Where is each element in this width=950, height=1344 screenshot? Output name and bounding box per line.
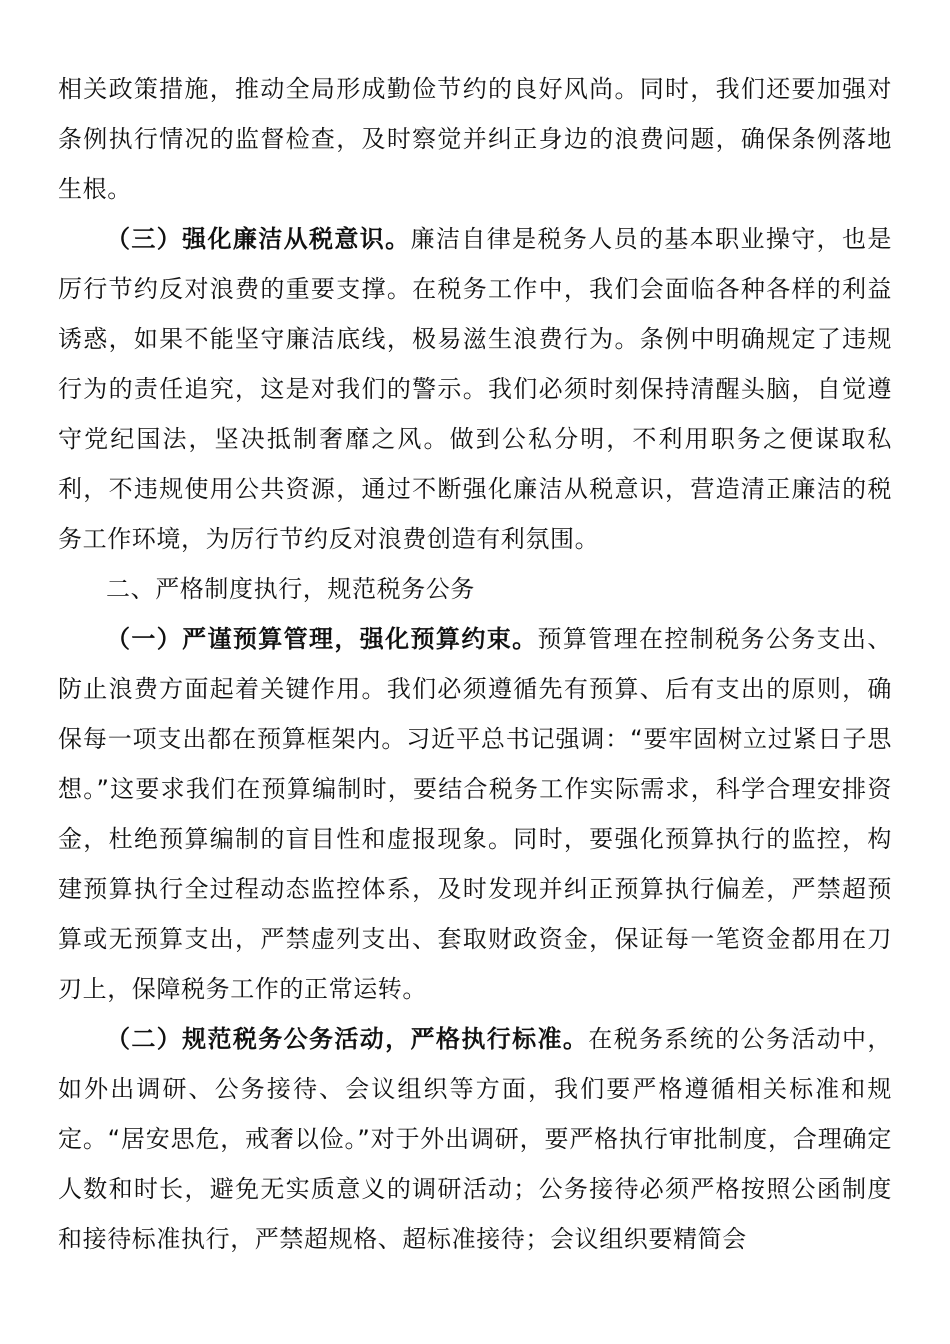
paragraph-official-activities xyxy=(58,1014,892,1264)
section-heading: 二、严格制度执行，规范税务公务 xyxy=(106,575,475,603)
paragraph-text: 廉洁自律是税务人员的基本职业操守，也是厉行节约反对浪费的重要支撑。在税务工作中，我们会面临各种各样的利益诱惑，如果不能坚守廉洁底线，极易滋生浪费行为。条例中明确规定了违规行为的责任追究，这是对我们的警示。我们必须时刻保持清醒头脑，自觉遵守党纪国法，坚决抵制奢靡之风。做到公私分明，不利用职务之便谋取私利，不违规使用公共资源，通过不断强化廉洁从税意识，营造清正廉洁的税务工作环境，为厉行节约反对浪费创造有利氛围。 xyxy=(58,225,892,553)
paragraph-text: 在税务系统的公务活动中，如外出调研、公务接待、会议组织等方面，我们要严格遵循相关标准和规定。“居安思危，戒奢以俭。”对于外出调研，要严格执行审批制度，合理确定人数和时长，避免无实质意义的调研活动；公务接待必须严格按照公函制度和接待标准执行，严禁超规格、超标准接待；会议组织要精简会 xyxy=(58,1025,892,1253)
paragraph-lead: （一）严谨预算管理，强化预算约束。 xyxy=(106,625,538,653)
paragraph-policy-continuation xyxy=(58,64,892,214)
paragraph-lead: （二）规范税务公务活动，严格执行标准。 xyxy=(106,1025,589,1053)
document-page xyxy=(58,64,892,1264)
paragraph-budget-management xyxy=(58,614,892,1014)
paragraph-text: 预算管理在控制税务公务支出、防止浪费方面起着关键作用。我们必须遵循先有预算、后有支出的原则，确保每一项支出都在预算框架内。习近平总书记强调：“要牢固树立过紧日子思想。”这要求我们在预算编制时，要结合税务工作实际需求，科学合理安排资金，杜绝预算编制的盲目性和虚报现象。同时，要强化预算执行的监控，构建预算执行全过程动态监控体系，及时发现并纠正预算执行偏差，严禁超预算或无预算支出，严禁虚列支出、套取财政资金，保证每一笔资金都用在刀刃上，保障税务工作的正常运转。 xyxy=(58,625,892,1003)
paragraph-lead: （三）强化廉洁从税意识。 xyxy=(106,225,411,253)
paragraph-integrity-awareness xyxy=(58,214,892,564)
paragraph-text: 相关政策措施，推动全局形成勤俭节约的良好风尚。同时，我们还要加强对条例执行情况的监督检查，及时察觉并纠正身边的浪费问题，确保条例落地生根。 xyxy=(58,75,892,203)
